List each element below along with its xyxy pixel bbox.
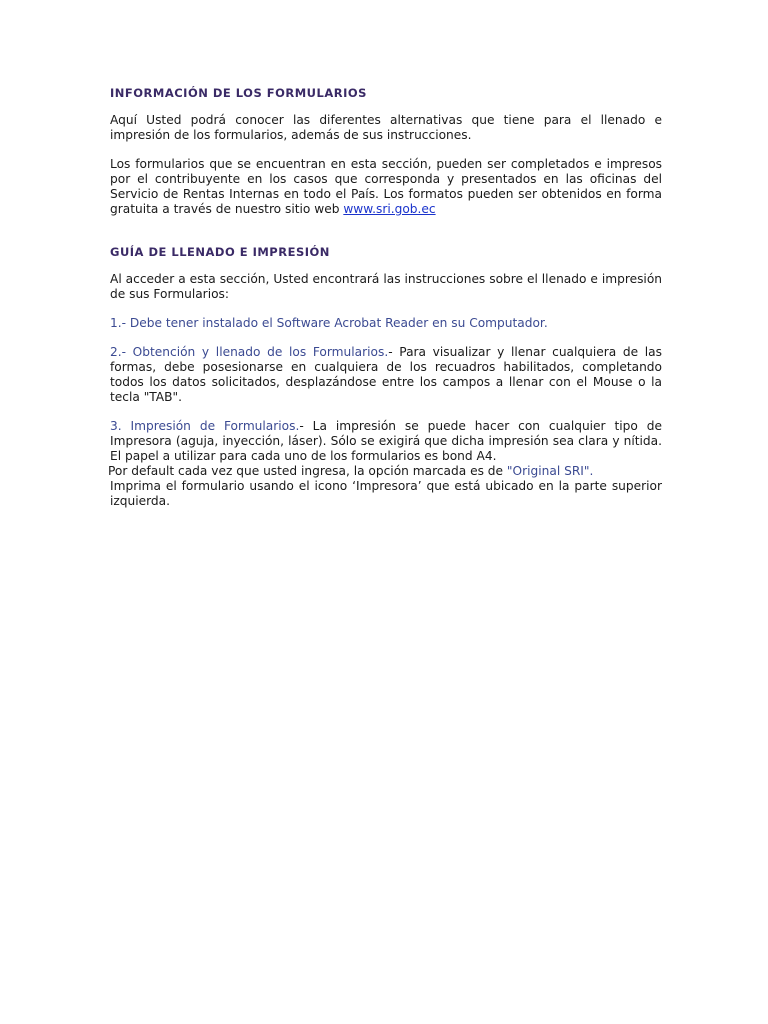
default-option-text: Por default cada vez que usted ingresa, la opción marcada es de — [108, 464, 507, 478]
default-option-value: "Original SRI". — [506, 464, 594, 478]
section-heading-guia: GUÍA DE LLENADO E IMPRESIÓN — [110, 245, 330, 259]
default-option-note — [108, 464, 662, 479]
sri-website-link[interactable]: www.sri.gob.ec — [343, 202, 436, 216]
step-2-lead: 2.- Obtención y llenado de los Formularios. — [110, 345, 389, 359]
step-3-lead: 3. Impresión de Formularios. — [110, 419, 300, 433]
paragraph-intro: Aquí Usted podrá conocer las diferentes alternativas que tiene para el llenado e impresión de los formularios, además de sus instrucciones. — [110, 113, 662, 142]
step-3-text: - La impresión se puede hacer con cualquier tipo de Impresora (aguja, inyección, láser). Sólo se exigirá que dicha impresión sea clara y nítida. El papel a utilizar para cada uno de los formularios es bond A4. — [110, 419, 662, 463]
print-instruction: Imprima el formulario usando el icono ‘Impresora’ que está ubicado en la parte superior izquierda. — [110, 479, 662, 508]
paragraph-guia-intro: Al acceder a esta sección, Usted encontrará las instrucciones sobre el llenado e impresión de sus Formularios: — [110, 272, 662, 301]
step-2 — [110, 345, 662, 405]
section-heading-informacion: INFORMACIÓN DE LOS FORMULARIOS — [110, 86, 367, 100]
paragraph-formularios — [110, 157, 662, 217]
step-3 — [110, 419, 662, 464]
document-content — [110, 86, 662, 509]
step-2-text: - Para visualizar y llenar cualquiera de las formas, debe posesionarse en cualquiera de los recuadros habilitados, completando todos los datos solicitados, desplazándose entre los campos a llenar con el Mouse o la tecla "TAB". — [110, 345, 662, 404]
paragraph-formularios-text: Los formularios que se encuentran en esta sección, pueden ser completados e impresos por el contribuyente en los casos que corresponda y presentados en las oficinas del Servicio de Rentas Internas en todo el País. Los formatos pueden ser obtenidos en forma gratuita a través de nuestro sitio web — [110, 157, 662, 216]
step-1: 1.- Debe tener instalado el Software Acrobat Reader en su Computador. — [110, 316, 548, 330]
